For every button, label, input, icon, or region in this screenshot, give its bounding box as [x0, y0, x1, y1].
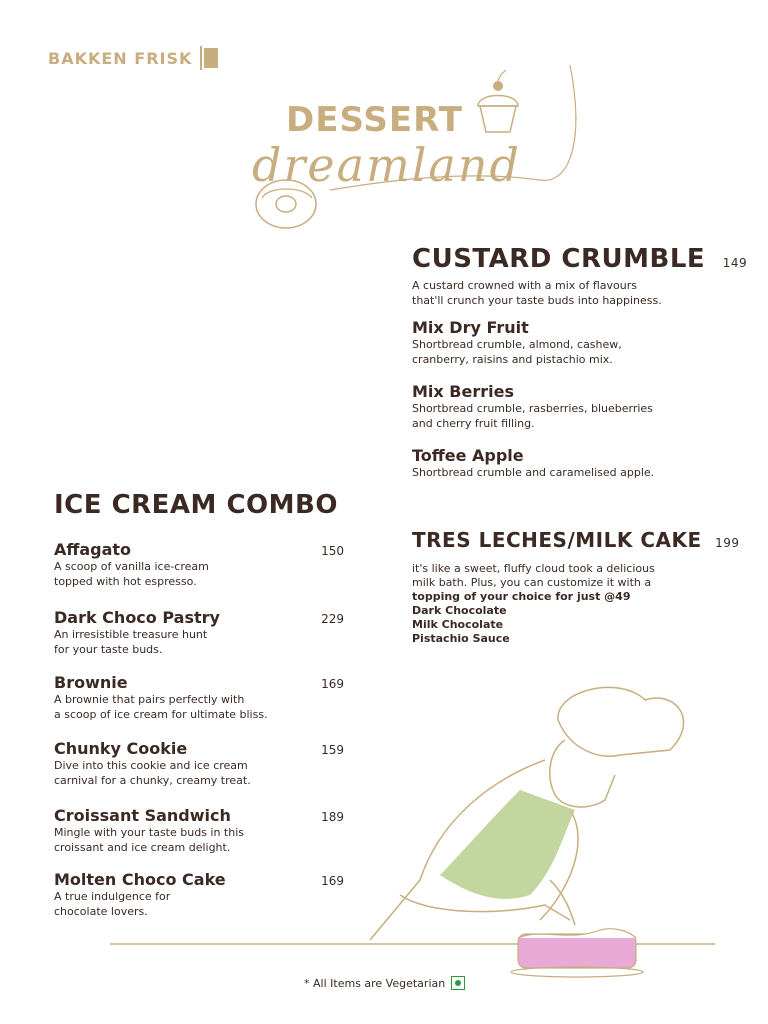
item-desc-line2: topped with hot espresso.	[54, 575, 197, 588]
tres-leches-heading-text: TRES LECHES/MILK CAKE	[412, 528, 702, 552]
custard-desc-line1: A custard crowned with a mix of flavours	[412, 279, 637, 292]
item-name: Mix Dry Fruit	[412, 318, 529, 337]
custard-description	[412, 278, 692, 308]
chef-illustration	[100, 680, 740, 980]
item-price: 159	[321, 743, 344, 757]
topping-milk-chocolate: Milk Chocolate	[412, 618, 504, 631]
veg-icon	[451, 976, 465, 990]
tres-leches-price: 199	[715, 536, 740, 550]
custard-heading-text: CUSTARD CRUMBLE	[412, 244, 706, 274]
tres-desc-line2: milk bath. Plus, you can customize it with a	[412, 576, 652, 589]
item-desc-line2: croissant and ice cream delight.	[54, 841, 231, 854]
custard-desc-line2: that'll crunch your taste buds into happiness.	[412, 294, 662, 307]
tres-leches-description	[412, 562, 692, 646]
item-desc-line2: a scoop of ice cream for ultimate bliss.	[54, 708, 268, 721]
item-name: Dark Choco Pastry	[54, 608, 220, 627]
item-price: 169	[321, 874, 344, 888]
topping-pistachio-sauce: Pistachio Sauce	[412, 632, 510, 645]
custard-item-mix-berries	[412, 382, 692, 431]
item-name: Croissant Sandwich	[54, 806, 231, 825]
item-desc-line1: A true indulgence for	[54, 890, 171, 903]
item-desc-line1: Mingle with your taste buds in this	[54, 826, 245, 839]
item-desc-line2: chocolate lovers.	[54, 905, 148, 918]
item-desc-line2: and cherry fruit filling.	[412, 417, 535, 430]
hero-title: DESSERT	[286, 100, 463, 140]
item-price: 169	[321, 677, 344, 691]
item-price: 229	[321, 612, 344, 626]
custard-item-mix-dry-fruit	[412, 318, 692, 367]
tres-leches-heading	[412, 528, 740, 552]
item-name: Molten Choco Cake	[54, 870, 226, 889]
item-price: 150	[321, 544, 344, 558]
item-desc-line1: Shortbread crumble, rasberries, blueberries	[412, 402, 653, 415]
footer-note	[304, 976, 465, 990]
item-name: Mix Berries	[412, 382, 514, 401]
item-desc-line2: for your taste buds.	[54, 643, 163, 656]
item-name: Toffee Apple	[412, 446, 524, 465]
cupcake-icon	[478, 70, 518, 132]
brand-logo	[48, 46, 218, 70]
hero-title-block	[240, 60, 600, 240]
custard-price: 149	[722, 256, 748, 270]
item-desc-line1: Dive into this cookie and ice cream	[54, 759, 248, 772]
tres-desc-line1: it's like a sweet, fluffy cloud took a delicious	[412, 562, 655, 575]
custard-heading	[412, 244, 747, 274]
item-desc-line1: Shortbread crumble, almond, cashew,	[412, 338, 622, 351]
item-desc-line1: A brownie that pairs perfectly with	[54, 693, 245, 706]
brand-name: BAKKEN FRISK	[48, 48, 193, 68]
item-desc-line2: carnival for a chunky, creamy treat.	[54, 774, 251, 787]
item-name: Chunky Cookie	[54, 739, 188, 758]
item-desc-line1: An irresistible treasure hunt	[54, 628, 208, 641]
item-desc-line1: Shortbread crumble and caramelised apple.	[412, 466, 655, 479]
brand-mark-icon	[200, 46, 218, 70]
item-desc-line1: A scoop of vanilla ice-cream	[54, 560, 209, 573]
item-name: Affagato	[54, 540, 132, 559]
hero-script-title: dreamland	[252, 138, 521, 192]
tres-desc-line3: topping of your choice for just @49	[412, 590, 631, 603]
topping-dark-chocolate: Dark Chocolate	[412, 604, 507, 617]
item-price: 189	[321, 810, 344, 824]
cake-icon	[511, 929, 643, 977]
ice-cream-heading: ICE CREAM COMBO	[54, 490, 338, 520]
ice-cream-item-dark-choco-pastry	[54, 608, 344, 657]
footer-note-text: * All Items are Vegetarian	[304, 976, 446, 990]
item-name: Brownie	[54, 673, 128, 692]
ice-cream-item-affagato	[54, 540, 344, 589]
item-desc-line2: cranberry, raisins and pistachio mix.	[412, 353, 613, 366]
custard-item-toffee-apple	[412, 446, 692, 480]
